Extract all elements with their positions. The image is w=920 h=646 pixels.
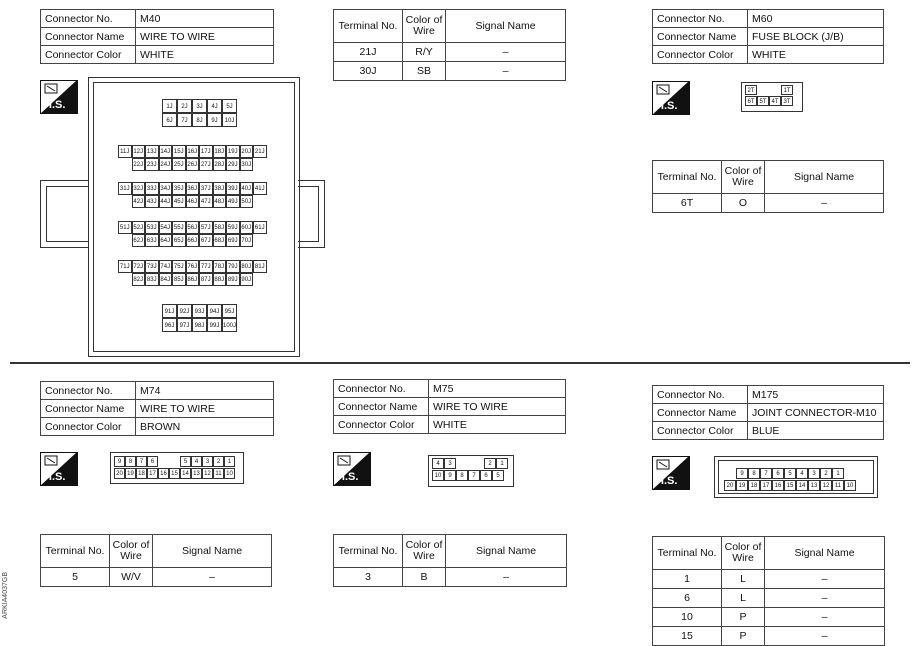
connector-pin: 52J <box>132 221 146 234</box>
table-row: 3 B – <box>334 568 567 587</box>
connector-pin: 16J <box>186 145 200 158</box>
connector-pin: 89J <box>226 273 240 286</box>
connector-pin: 27J <box>199 158 213 171</box>
harness-side-icon: H.S. <box>652 456 690 490</box>
connector-pin: 46J <box>186 195 200 208</box>
connector-pin: 2 <box>484 458 496 469</box>
table-row: 6 L – <box>653 589 885 608</box>
m40-terminal-table: Terminal No. Color of Wire Signal Name 21J R/Y – 30J SB – <box>333 9 566 81</box>
connector-pin: 10 <box>224 468 235 479</box>
connector-pin: 13 <box>191 468 202 479</box>
connector-pin: 92J <box>177 304 192 318</box>
connector-pin: 19 <box>125 468 136 479</box>
connector-pin: 8 <box>748 468 760 479</box>
connector-pin: 16 <box>158 468 169 479</box>
table-row: 5 W/V – <box>41 568 272 587</box>
connector-pin: 23J <box>145 158 159 171</box>
connector-pin: 58J <box>213 221 227 234</box>
m60-terminal-table: Terminal No. Color of Wire Signal Name 6T O – <box>652 160 884 213</box>
connector-pin: 7 <box>136 456 147 467</box>
connector-pin: 51J <box>118 221 132 234</box>
connector-pin: 95J <box>222 304 237 318</box>
connector-pin: 55J <box>172 221 186 234</box>
connector-pin: 17J <box>199 145 213 158</box>
table-row: 30J SB – <box>334 62 566 81</box>
connector-pin: 80J <box>240 260 254 273</box>
connector-pin: 8 <box>456 470 468 481</box>
connector-pin: 50J <box>240 195 254 208</box>
connector-pin: 45J <box>172 195 186 208</box>
connector-pin: 82J <box>132 273 146 286</box>
connector-pin: 40J <box>240 182 254 195</box>
connector-pin: 2T <box>745 85 757 95</box>
connector-pin: 8 <box>125 456 136 467</box>
connector-pin: 77J <box>199 260 213 273</box>
connector-pin: 98J <box>192 318 207 332</box>
connector-pin: 94J <box>207 304 222 318</box>
m75-terminal-table: Terminal No. Color of Wire Signal Name 3 B – <box>333 534 567 587</box>
connector-pin: 71J <box>118 260 132 273</box>
connector-pin: 9 <box>444 470 456 481</box>
connector-pin: 7 <box>468 470 480 481</box>
connector-pin: 83J <box>145 273 159 286</box>
connector-pin: 34J <box>159 182 173 195</box>
connector-pin: 68J <box>213 234 227 247</box>
connector-pin: 4 <box>432 458 444 469</box>
connector-pin: 90J <box>240 273 254 286</box>
connector-pin: 4T <box>769 96 781 106</box>
connector-pin: 70J <box>240 234 254 247</box>
connector-pin: 31J <box>118 182 132 195</box>
connector-pin: 73J <box>145 260 159 273</box>
connector-pin: 59J <box>226 221 240 234</box>
connector-pin: 81J <box>253 260 267 273</box>
connector-pin: 13 <box>808 480 820 491</box>
connector-pin: 67J <box>199 234 213 247</box>
connector-pin: 30J <box>240 158 254 171</box>
connector-pin: 9 <box>736 468 748 479</box>
connector-pin: 15 <box>169 468 180 479</box>
connector-pin: 4 <box>796 468 808 479</box>
connector-pin: 18J <box>213 145 227 158</box>
connector-pin: 1T <box>781 85 793 95</box>
connector-pin: 39J <box>226 182 240 195</box>
connector-pin: 8J <box>192 113 207 127</box>
connector-pin: 28J <box>213 158 227 171</box>
connector-pin: 97J <box>177 318 192 332</box>
figure-code: ARKIA4037GB <box>2 572 9 619</box>
connector-pin: 32J <box>132 182 146 195</box>
connector-pin: 88J <box>213 273 227 286</box>
connector-pin: 6J <box>162 113 177 127</box>
harness-side-icon: H.S. <box>40 80 78 114</box>
connector-pin: 3 <box>202 456 213 467</box>
connector-pin: 13J <box>145 145 159 158</box>
connector-pin: 5J <box>222 99 237 113</box>
connector-pin: 6 <box>480 470 492 481</box>
connector-pin: 14 <box>180 468 191 479</box>
m175-terminal-table: Terminal No. Color of Wire Signal Name 1 L – 6 L – 10 P – 15 P – <box>652 536 885 646</box>
table-row: 21J R/Y – <box>334 43 566 62</box>
connector-pin: 5T <box>757 96 769 106</box>
connector-pin: 11 <box>213 468 224 479</box>
m74-info-table: Connector No. M74 Connector Name WIRE TO WIRE Connector Color BROWN <box>40 381 274 436</box>
connector-pin: 22J <box>132 158 146 171</box>
connector-pin: 2J <box>177 99 192 113</box>
connector-pin: 6T <box>745 96 757 106</box>
harness-side-icon: H.S. <box>333 452 371 486</box>
connector-pin: 15 <box>784 480 796 491</box>
connector-pin: 17 <box>760 480 772 491</box>
connector-pin: 3 <box>808 468 820 479</box>
harness-side-icon: H.S. <box>652 81 690 115</box>
connector-pin: 26J <box>186 158 200 171</box>
connector-pin: 66J <box>186 234 200 247</box>
connector-pin: 86J <box>186 273 200 286</box>
harness-side-icon: H.S. <box>40 452 78 486</box>
connector-pin: 72J <box>132 260 146 273</box>
connector-pin: 20 <box>724 480 736 491</box>
connector-pin: 44J <box>159 195 173 208</box>
connector-pin: 12 <box>820 480 832 491</box>
connector-pin: 84J <box>159 273 173 286</box>
connector-pin: 7J <box>177 113 192 127</box>
connector-pin: 3 <box>444 458 456 469</box>
connector-pin: 49J <box>226 195 240 208</box>
connector-pin: 19J <box>226 145 240 158</box>
connector-pin: 11 <box>832 480 844 491</box>
connector-pin: 36J <box>186 182 200 195</box>
connector-pin: 63J <box>145 234 159 247</box>
section-divider <box>10 362 910 364</box>
connector-pin: 2 <box>213 456 224 467</box>
connector-pin: 4J <box>207 99 222 113</box>
connector-pin: 56J <box>186 221 200 234</box>
connector-pin: 62J <box>132 234 146 247</box>
connector-pin: 54J <box>159 221 173 234</box>
table-row: 15 P – <box>653 627 885 646</box>
connector-pin: 25J <box>172 158 186 171</box>
connector-pin: 57J <box>199 221 213 234</box>
connector-pin: 6 <box>772 468 784 479</box>
connector-pin: 42J <box>132 195 146 208</box>
m74-terminal-table: Terminal No. Color of Wire Signal Name 5 W/V – <box>40 534 272 587</box>
connector-pin: 1 <box>496 458 508 469</box>
connector-pin: 5 <box>784 468 796 479</box>
connector-pin: 99J <box>207 318 222 332</box>
connector-pin: 18 <box>136 468 147 479</box>
table-row: 10 P – <box>653 608 885 627</box>
connector-pin: 96J <box>162 318 177 332</box>
connector-pin: 19 <box>736 480 748 491</box>
connector-pin: 69J <box>226 234 240 247</box>
connector-pin: 16 <box>772 480 784 491</box>
m40-info-table: Connector No. M40 Connector Name WIRE TO WIRE Connector Color WHITE <box>40 9 274 64</box>
connector-pin: 10 <box>844 480 856 491</box>
connector-pin: 48J <box>213 195 227 208</box>
connector-pin: 79J <box>226 260 240 273</box>
connector-pin: 12 <box>202 468 213 479</box>
connector-pin: 24J <box>159 158 173 171</box>
connector-pin: 7 <box>760 468 772 479</box>
connector-pin: 6 <box>147 456 158 467</box>
connector-pin: 60J <box>240 221 254 234</box>
connector-pin: 11J <box>118 145 132 158</box>
connector-pin: 29J <box>226 158 240 171</box>
connector-pin: 35J <box>172 182 186 195</box>
connector-pin: 47J <box>199 195 213 208</box>
connector-pin: 17 <box>147 468 158 479</box>
connector-pin: 9 <box>114 456 125 467</box>
connector-pin: 33J <box>145 182 159 195</box>
m60-info-table: Connector No. M60 Connector Name FUSE BLOCK (J/B) Connector Color WHITE <box>652 9 884 64</box>
connector-pin: 91J <box>162 304 177 318</box>
connector-pin: 74J <box>159 260 173 273</box>
connector-pin: 61J <box>253 221 267 234</box>
table-row: 1 L – <box>653 570 885 589</box>
connector-pin: 85J <box>172 273 186 286</box>
connector-pin: 100J <box>222 318 237 332</box>
connector-pin: 76J <box>186 260 200 273</box>
connector-pin: 2 <box>820 468 832 479</box>
connector-pin: 1 <box>832 468 844 479</box>
connector-pin: 3T <box>781 96 793 106</box>
m175-info-table: Connector No. M175 Connector Name JOINT CONNECTOR-M10 Connector Color BLUE <box>652 385 884 440</box>
connector-pin: 37J <box>199 182 213 195</box>
connector-pin: 9J <box>207 113 222 127</box>
connector-pin: 14J <box>159 145 173 158</box>
connector-pin: 10 <box>432 470 444 481</box>
table-row: 6T O – <box>653 194 884 213</box>
connector-pin: 20 <box>114 468 125 479</box>
connector-pin: 38J <box>213 182 227 195</box>
connector-pin: 93J <box>192 304 207 318</box>
connector-pin: 15J <box>172 145 186 158</box>
connector-pin: 14 <box>796 480 808 491</box>
connector-pin: 5 <box>180 456 191 467</box>
connector-pin: 4 <box>191 456 202 467</box>
m75-info-table: Connector No. M75 Connector Name WIRE TO WIRE Connector Color WHITE <box>333 379 566 434</box>
connector-pin: 1J <box>162 99 177 113</box>
connector-pin: 18 <box>748 480 760 491</box>
connector-pin: 12J <box>132 145 146 158</box>
connector-pin: 64J <box>159 234 173 247</box>
connector-pin: 87J <box>199 273 213 286</box>
connector-pin: 43J <box>145 195 159 208</box>
connector-pin: 65J <box>172 234 186 247</box>
connector-pin: 78J <box>213 260 227 273</box>
connector-pin: 3J <box>192 99 207 113</box>
connector-pin: 5 <box>492 470 504 481</box>
connector-pin: 53J <box>145 221 159 234</box>
connector-pin: 20J <box>240 145 254 158</box>
connector-pin: 10J <box>222 113 237 127</box>
connector-pin: 41J <box>253 182 267 195</box>
connector-pin: 1 <box>224 456 235 467</box>
connector-pin: 75J <box>172 260 186 273</box>
connector-pin: 21J <box>253 145 267 158</box>
